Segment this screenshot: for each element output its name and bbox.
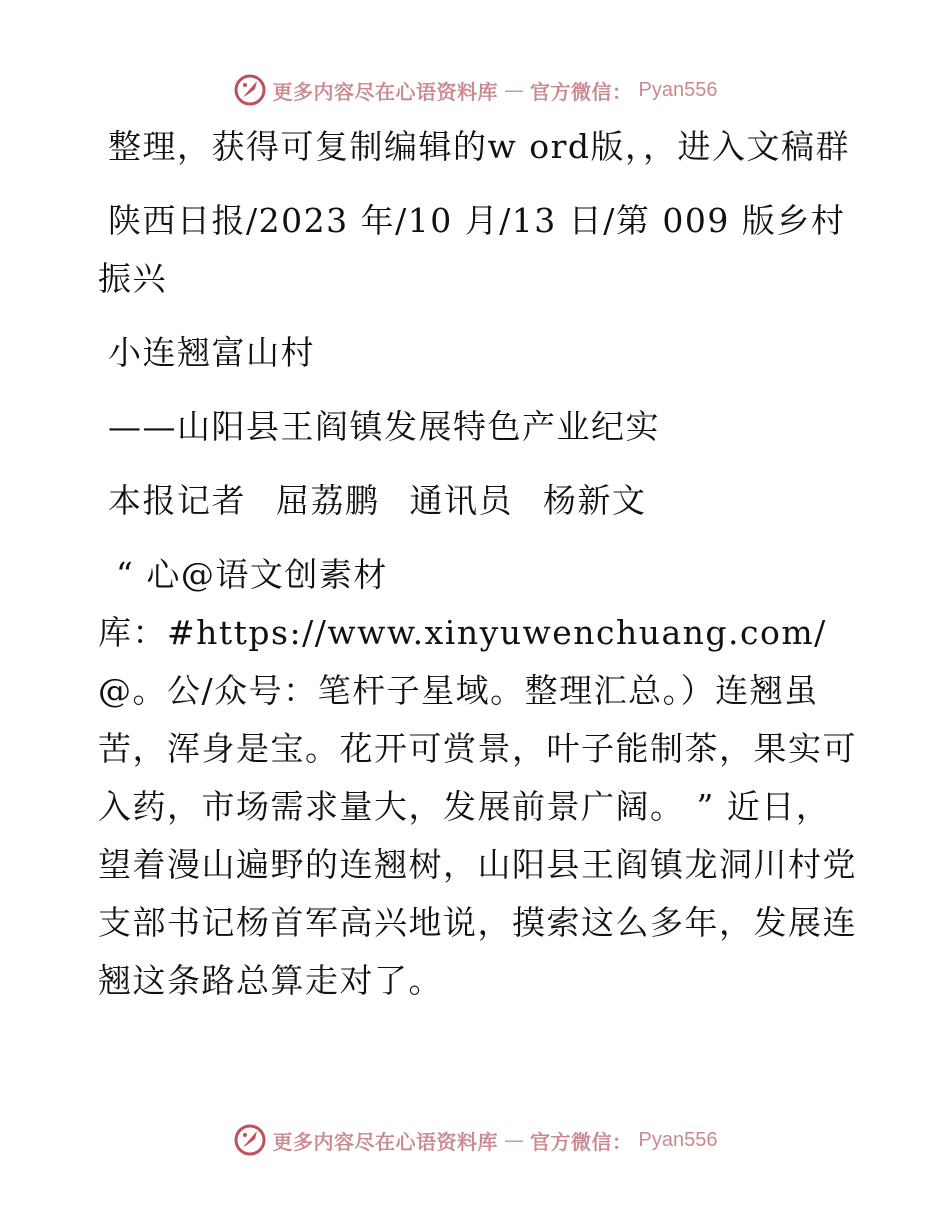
quote-start-line: “ 心@语文创素材 xyxy=(116,555,388,594)
quill-logo-icon xyxy=(233,1123,267,1157)
watermark-wechat-label: 官方微信： xyxy=(530,79,633,104)
article-subtitle: ——山阳县王阎镇发展特色产业纪实 xyxy=(108,407,660,446)
correspondent-label: 通讯员 xyxy=(409,481,513,520)
header-watermark xyxy=(0,70,950,110)
watermark-dash: — xyxy=(504,1128,525,1152)
source-line: 陕西日报/2023 年/10 月/13 日/第 009 版乡村振兴 xyxy=(98,201,846,298)
correspondent-name: 杨新文 xyxy=(543,481,647,520)
footer-watermark xyxy=(0,1120,950,1160)
watermark-wechat-id: Pyan556 xyxy=(638,1128,718,1151)
reporter-name: 屈荔鹏 xyxy=(276,481,380,520)
intro-paragraph: 整理，获得可复制编辑的w ord版，，进入文稿群 xyxy=(108,127,851,166)
watermark-wechat-label: 官方微信： xyxy=(530,1129,633,1154)
watermark-site-text: 更多内容尽在心语资料库 xyxy=(272,79,499,104)
quill-logo-icon xyxy=(233,73,267,107)
watermark-site-text: 更多内容尽在心语资料库 xyxy=(272,1129,499,1154)
byline xyxy=(98,472,858,530)
watermark-wechat-id: Pyan556 xyxy=(638,78,718,101)
article-title: 小连翘富山村 xyxy=(108,333,315,372)
article-content xyxy=(98,118,858,1010)
body-paragraph: 库：#https://www.xinyuwenchuang.com/@。公/众号：笔杆子星域。整理汇总。）连翘虽苦，浑身是宝。花开可赏景，叶子能制茶，果实可入药，市场需求量大，发展前景广阔。 ” 近日，望着漫山遍野的连翘树，山阳县王阎镇龙洞川村党支部书记杨首军高兴地说，摸索这么多年，发展连翘这条路总算走对了。 xyxy=(98,613,857,1000)
watermark-dash: — xyxy=(504,78,525,102)
reporter-label: 本报记者 xyxy=(108,481,246,520)
